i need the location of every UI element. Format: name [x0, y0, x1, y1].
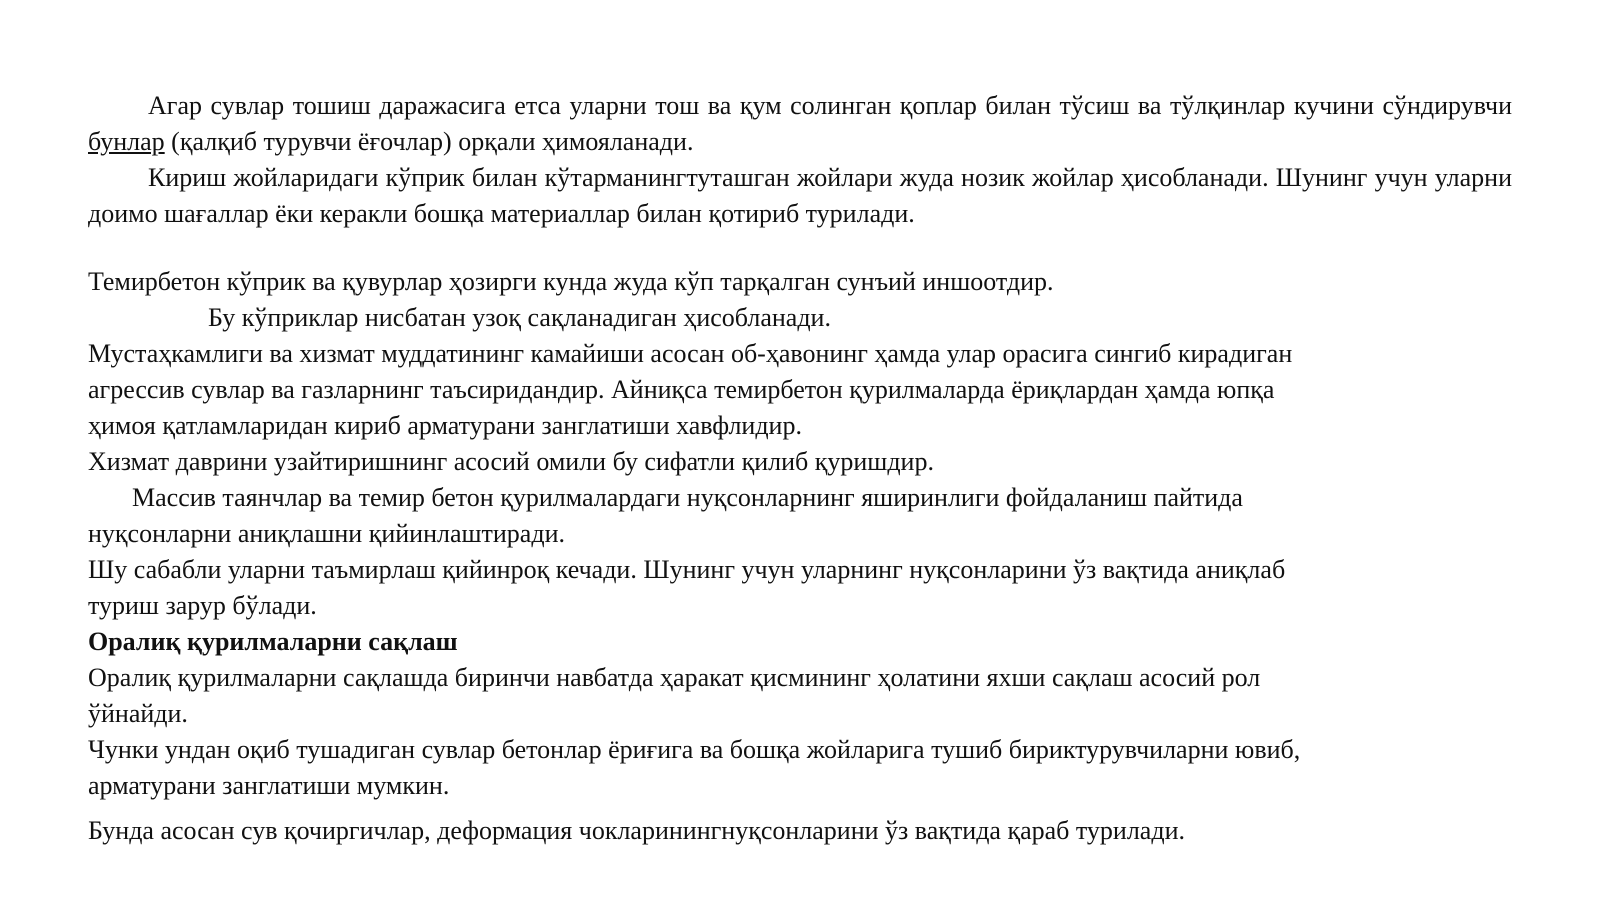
paragraph-drainage: Бунда асосан сув қочиргичлар, деформация чокларинингнуқсонларини ўз вақтида қараб турилади. — [88, 816, 1185, 845]
text-line: Чунки ундан оқиб тушадиган сувлар бетонлар ёриғига ва бошқа жойларига тушиб бириктурувчиларни ювиб, — [88, 735, 1301, 764]
text-line: Оралиқ қурилмаларни сақлашда биринчи навбатда ҳаракат қисмининг ҳолатини яхши сақлаш асосий рол — [88, 663, 1261, 692]
text-line: Шу сабабли уларни таъмирлаш қийинроқ кечади. Шунинг учун уларнинг нуқсонларини ўз вақтида аниқлаб — [88, 555, 1286, 584]
text-line: арматурани занглатиши мумкин. — [88, 771, 450, 800]
paragraph-water-runoff — [88, 732, 1512, 804]
text-line: Мустаҳкамлиги ва хизмат муддатининг камайиши асосан об-ҳавонинг ҳамда улар орасига сингиб кирадиган — [88, 339, 1293, 368]
paragraph-span-maintenance — [88, 660, 1512, 732]
document-body — [88, 88, 1512, 849]
text-line: ҳимоя қатламларидан кириб арматурани занглатиши хавфлидир. — [88, 411, 802, 440]
paragraph-durability: Бу кўприклар нисбатан узоқ сақланадиган ҳисобланади. — [208, 303, 831, 332]
paragraph-flood-protection — [88, 88, 1512, 160]
text-line: Массив таянчлар ва темир бетон қурилмалардаги нуқсонларнинг яширинлиги фойдаланиш пайтида — [132, 483, 1243, 512]
paragraph-service-life: Хизмат даврини узайтиришнинг асосий омили бу сифатли қилиб қуришдир. — [88, 447, 934, 476]
paragraph-reinforced-concrete: Темирбетон кўприк ва қувурлар ҳозирги кунда жуда кўп тарқалган сунъий иншоотдир. — [88, 267, 1054, 296]
text-line: агрессив сувлар ва газларнинг таъсиридандир. Айниқса темирбетон қурилмаларда ёриқлардан ҳамда юпқа — [88, 375, 1275, 404]
paragraph-strength-reduction — [88, 336, 1512, 444]
paragraph-hidden-defects — [88, 480, 1512, 552]
paragraph-text: (қалқиб турувчи ёғочлар) орқали ҳимояланади. — [164, 127, 694, 156]
section-heading: Оралиқ қурилмаларни сақлаш — [88, 627, 458, 656]
text-line: туриш зарур бўлади. — [88, 591, 317, 620]
paragraph-spacer — [88, 804, 1512, 813]
text-line: нуқсонларни аниқлашни қийинлаштиради. — [88, 519, 565, 548]
paragraph-bridge-entrance: Кириш жойларидаги кўприк билан кўтарманингтуташган жойлари жуда нозик жойлар ҳисобланади. Шунинг учун уларни доимо шағаллар ёки керакли бошқа материаллар билан қотириб турилади. — [88, 163, 1512, 228]
paragraph-repair-difficulty — [88, 552, 1512, 624]
underlined-word: бунлар — [88, 127, 165, 156]
paragraph-text: Агар сувлар тошиш даражасига етса уларни тош ва қум солинган қоплар билан тўсиш ва тўлқинлар кучини сўндирувчи — [148, 91, 1512, 120]
text-line: ўйнайди. — [88, 699, 188, 728]
paragraph-spacer — [88, 232, 1512, 264]
